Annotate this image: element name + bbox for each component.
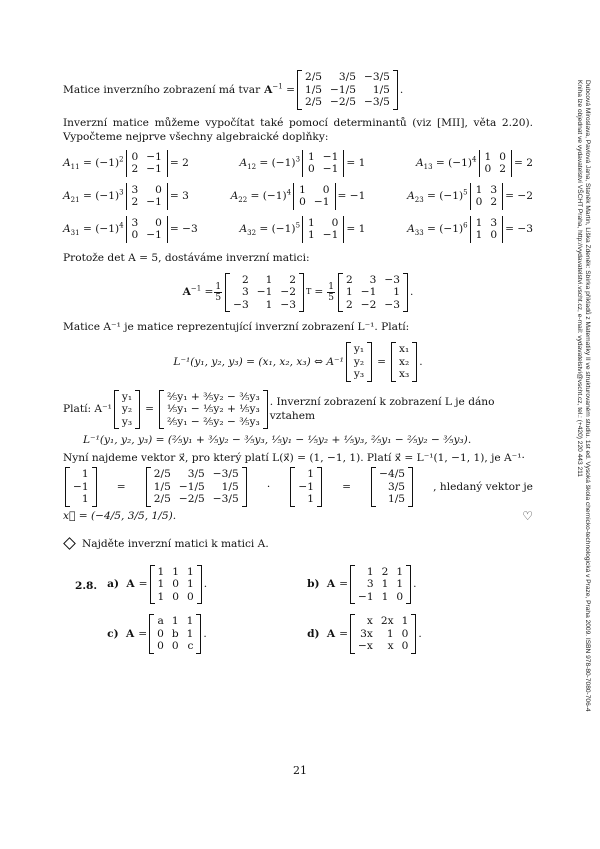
matrix-entry: 1 <box>186 615 194 627</box>
linear-form-para: Platí: A⁻¹ y₁ y₂ y₃ = ⅖y₁ + ⅗y₂ − ⅗y₃ ⅕y₁ − ⅕y₂ + ⅕y₃ ⅖y₁ − ⅖y₂ − ⅗y₃ . Inverzní zobrazení k zobrazení L je dáno vztahem <box>63 390 533 430</box>
matrix-entry: 2 <box>381 565 389 578</box>
exercise-block <box>63 565 533 654</box>
matrix-entry: ⅖y₁ + ⅗y₂ − ⅗y₃ <box>167 390 260 403</box>
matrix-entry: y₁ <box>121 390 133 403</box>
matrix-entry: 0 <box>331 216 339 229</box>
matrix-entry: 0 <box>172 578 179 590</box>
adjugate-matrix <box>225 273 304 313</box>
cofactor-determinant <box>126 216 168 243</box>
matrix-entry: 2 <box>289 273 297 286</box>
matrix-entry: −1 <box>322 150 339 163</box>
matrix-entry: 1 <box>265 298 273 311</box>
matrix-entry: 1 <box>172 565 179 578</box>
inverse-formula: L⁻¹(y₁, y₂, y₃) = (⅖y₁ + ⅗y₂ − ⅗y₃, ⅕y₁ − ⅕y₂ + ⅕y₃, ⅖y₁ − ⅖y₂ − ⅗y₃). <box>83 434 472 446</box>
cofactor-determinant <box>470 183 504 210</box>
matrix-entry: 2 <box>490 196 498 208</box>
diamond-icon <box>63 537 76 550</box>
exercise-matrix <box>150 565 202 605</box>
matrix-entry: 0 <box>157 640 164 652</box>
matrix-entry: −2 <box>360 298 377 311</box>
matrix-entry: 2 <box>346 273 353 286</box>
matrix-entry: 3 <box>131 183 139 196</box>
cofactor-item: $A_{23} = (-1)^5$ 1 3 0 2 = −2 <box>407 183 533 208</box>
matrix-entry: 0 <box>308 163 315 175</box>
matrix-entry: 0 <box>171 640 179 652</box>
result-vector-text: x⃗ = (−4/5, 3/5, 1/5). <box>63 509 177 522</box>
matrix-entry: 0 <box>187 590 194 603</box>
matrix-entry: 1 <box>396 578 404 590</box>
matrix-entry: −3/5 <box>363 71 390 83</box>
matrix-entry: −1/5 <box>330 83 356 96</box>
matrix-entry: 1 <box>396 565 404 578</box>
matrix-entry: 1 <box>157 565 165 578</box>
exercise-matrix <box>350 565 411 605</box>
matrix-entry: −1 <box>360 286 377 298</box>
matrix-entry: 1 <box>265 273 273 286</box>
paragraph-find-vector: Nyní najdeme vektor x⃗, pro který platí L(x⃗) = (1, −1, 1). Platí x⃗ = L⁻¹(1, −1, 1), je A⁻¹· <box>63 452 525 464</box>
exercise-number: 2.8. <box>75 579 98 592</box>
matrix-entry: −2/5 <box>178 493 205 505</box>
matrix-entry: 1 <box>186 627 194 640</box>
matrix-entry: 1 <box>187 565 194 578</box>
inverse-matrix <box>297 70 398 110</box>
matrix-entry: x₁ <box>398 343 410 355</box>
cofactor-row <box>63 183 533 210</box>
matrix-entry: 3 <box>490 216 498 229</box>
matrix-entry: −3 <box>233 298 249 311</box>
matrix-entry: −1 <box>146 196 162 208</box>
matrix-entry: 1 <box>171 615 179 627</box>
cofactor-item: $A_{32} = (-1)^5$ 1 0 1 −1 = 1 <box>239 216 366 241</box>
input-vector-2 <box>290 467 322 507</box>
input-vector <box>65 467 97 507</box>
matrix-entry: −3/5 <box>363 96 390 108</box>
matrix-entry: 0 <box>322 183 330 196</box>
matrix-entry: y₁ <box>353 343 365 355</box>
result-text: , hledaný vektor je <box>433 480 533 493</box>
exercise-item: d) A = x 2x 1 3x 1 0 −x x 0 . <box>307 615 422 652</box>
y-vector-2 <box>114 390 140 430</box>
matrix-entry: 3 <box>131 216 139 229</box>
matrix-entry: ⅖y₁ − ⅖y₂ − ⅗y₃ <box>167 415 260 428</box>
matrix-entry: −1 <box>322 163 339 175</box>
cofactor-determinant <box>479 150 513 177</box>
linear-forms-matrix <box>159 390 268 430</box>
matrix-entry: 1/5 <box>153 480 171 493</box>
matrix-entry: −3 <box>384 273 400 286</box>
cofactor-determinant <box>293 183 335 210</box>
plati-label: Platí: A⁻¹ <box>63 403 112 416</box>
matrix-entry: 1 <box>81 468 89 480</box>
cofactor-item: $A_{11} = (-1)^2$ 0 −1 2 −1 = 2 <box>63 150 189 175</box>
cofactor-item: $A_{31} = (-1)^4$ 3 0 0 −1 = −3 <box>63 216 198 241</box>
matrix-entry: −1 <box>298 480 314 493</box>
matrix-entry: 1 <box>346 286 353 298</box>
matrix-entry: 3/5 <box>338 71 356 83</box>
exercise-grid <box>107 565 507 654</box>
matrix-entry: 1 <box>299 183 306 196</box>
matrix-entry: y₃ <box>121 415 133 428</box>
matrix-entry: 2 <box>346 298 353 311</box>
x-vector <box>391 342 417 382</box>
cofactor-row <box>63 150 533 177</box>
y-vector <box>346 342 372 382</box>
matrix-entry: −3 <box>384 298 400 311</box>
matrix-entry: −1 <box>358 590 374 603</box>
matrix-entry: x <box>366 615 373 627</box>
matrix-entry: 1/5 <box>221 480 239 493</box>
citation-line-1: Dubcová Miroslava, Pavlová Jana, Staněk Martin, Liška Zdeněk: Sbírka příkladů z Matematiky II ve strukturovaném studiu. 1st ed. Vysoká škola chemicko-technologická v Praze, Praha 2009. ISBN 978-80-7080-706-4 <box>584 80 591 712</box>
cofactor-determinant <box>470 216 504 243</box>
matrix-entry: 2 <box>499 163 507 175</box>
exercise-matrix <box>149 614 201 654</box>
matrix-entry: c <box>187 640 194 652</box>
matrix-entry: b <box>171 627 179 640</box>
matrix-entry: 1 <box>386 627 394 640</box>
matrix-entry: 0 <box>499 150 507 163</box>
matrix-entry: 2/5 <box>304 71 323 83</box>
matrix-entry: −1 <box>146 229 162 241</box>
task-line <box>63 537 533 551</box>
matrix-entry: 1 <box>381 578 389 590</box>
matrix-entry: 0 <box>401 627 409 640</box>
paragraph-cofactors: Inverzní matice můžeme vypočítat také pomocí determinantů (viz [MII], věta 2.20). Vypočteme nejprve všechny algebraické doplňky: <box>63 116 533 143</box>
cofactor-item: $A_{21} = (-1)^3$ 3 0 2 −1 = 3 <box>63 183 189 208</box>
cofactor-determinant <box>126 150 168 177</box>
matrix-entry: −1 <box>313 196 330 208</box>
matrix-entry: 0 <box>155 216 162 229</box>
cofactor-row <box>63 216 533 243</box>
matrix-entry: 3/5 <box>387 480 406 493</box>
matrix-entry: −3/5 <box>212 468 239 480</box>
matrix-entry: 2x <box>380 615 394 627</box>
matrix-entry: 0 <box>299 196 306 208</box>
side-citation <box>577 80 593 770</box>
matrix-entry: 2 <box>131 196 139 208</box>
matrix-entry: 0 <box>401 640 409 652</box>
exercise-item: c) A = a 1 1 0 b 1 0 0 c . <box>107 615 207 652</box>
task-text: Najděte inverzní matici k matici A. <box>82 537 269 550</box>
matrix-entry: 3 <box>242 286 249 298</box>
matrix-entry: y₃ <box>353 368 365 380</box>
cofactor-item: $A_{22} = (-1)^4$ 1 0 0 −1 = −1 <box>230 183 366 208</box>
matrix-entry: 1 <box>381 590 389 603</box>
matrix-entry: 1 <box>81 493 89 505</box>
matrix-entry: 1 <box>393 286 400 298</box>
matrix-entry: 0 <box>131 229 139 241</box>
matrix-entry: 1 <box>475 216 483 229</box>
matrix-entry: 0 <box>484 163 492 175</box>
matrix-entry: 1 <box>484 150 492 163</box>
matrix-entry: 2/5 <box>153 468 171 480</box>
adjugate-transposed-matrix <box>338 273 408 313</box>
matrix-entry: 3/5 <box>187 468 205 480</box>
matrix-symbol: A <box>264 83 273 96</box>
matrix-entry: 0 <box>155 183 162 196</box>
inverse-matrix-2 <box>146 467 247 507</box>
inverse-map-text: . Inverzní zobrazení k zobrazení L je dáno vztahem <box>269 396 495 423</box>
matrix-entry: −3 <box>280 298 297 311</box>
matrix-entry: 1 <box>307 493 314 505</box>
exercise-item: a) A = 1 1 1 1 0 1 1 0 0 . <box>107 565 208 603</box>
matrix-entry: 1 <box>157 590 165 603</box>
matrix-entry: 1 <box>308 229 315 241</box>
matrix-entry: 2/5 <box>153 493 171 505</box>
inverse-intro: Matice inverzního zobrazení má tvar $A^{-1}$ = 2/5 3/5 −3/5 1/5 −1/5 1/5 2/5 −2/5 −3/5 . <box>63 71 404 108</box>
inverse-computation: $A^{-1}$ = $\frac{1}{5}$ 2 1 2 3 −1 −2 −3 1 −3 T = $\frac{1}{5}$ 2 3 −3 1 −1 1 2 −2 −3 . <box>182 273 414 311</box>
citation-line-2: Kniha lze objednat ve vydavatelství VŠCHT Praha, http://vydavatelstvi.vscht.cz, e-mail: vydavatelstvi@vscht.cz, tel.: (+420) 220 443 211 <box>576 80 583 477</box>
matrix-entry: −2/5 <box>330 96 356 108</box>
matrix-entry: 1 <box>307 468 314 480</box>
matrix-entry: 1 <box>475 183 483 196</box>
matrix-entry: 3x <box>360 627 373 640</box>
heart-icon: ♡ <box>522 508 533 523</box>
cofactor-determinant <box>126 183 168 210</box>
matrix-entry: −1 <box>146 150 162 163</box>
matrix-entry: x <box>387 640 394 652</box>
matrix-entry: 3 <box>369 273 377 286</box>
matrix-entry: 1 <box>366 565 374 578</box>
matrix-entry: 1 <box>475 229 483 241</box>
cofactor-block <box>63 150 533 243</box>
matrix-entry: −1 <box>146 163 162 175</box>
vector-computation: 1 −1 1 = 2/5 3/5 −3/5 1/5 −1/5 1/5 2/5 −2/5 −3/5 · 1 −1 1 = −4/5 3/5 1/5 , hledaný vektor je <box>63 467 533 507</box>
matrix-entry: 0 <box>172 590 179 603</box>
matrix-entry: 3 <box>366 578 374 590</box>
paragraph-inverse-map: Matice A⁻¹ je matice reprezentující inverzní zobrazení L⁻¹. Platí: <box>63 321 410 333</box>
matrix-entry: 2 <box>242 273 249 286</box>
intro-text: Matice inverzního zobrazení má tvar <box>63 83 261 96</box>
result-vector <box>371 467 413 507</box>
matrix-entry: −2 <box>280 286 297 298</box>
page-content <box>63 70 533 654</box>
cofactor-item: $A_{33} = (-1)^6$ 1 3 1 0 = −3 <box>407 216 533 241</box>
matrix-entry: 1 <box>308 150 315 163</box>
cofactor-determinant <box>302 150 344 177</box>
matrix-entry: 3 <box>490 183 498 196</box>
matrix-entry: ⅕y₁ − ⅕y₂ + ⅕y₃ <box>167 403 260 415</box>
matrix-entry: 1 <box>308 216 315 229</box>
matrix-entry: 0 <box>475 196 483 208</box>
matrix-entry: 1/5 <box>372 83 390 96</box>
cofactor-determinant <box>302 216 344 243</box>
matrix-entry: a <box>157 615 164 627</box>
mapping-left: L⁻¹(y₁, y₂, y₃) = (x₁, x₂, x₃) ⇔ A⁻¹ <box>173 355 344 368</box>
matrix-entry: 0 <box>396 590 404 603</box>
exercise-matrix <box>350 614 416 654</box>
mapping-equation: L⁻¹(y₁, y₂, y₃) = (x₁, x₂, x₃) ⇔ A⁻¹ y₁ y₂ y₃ = x₁ x₂ x₃ . <box>173 343 423 380</box>
matrix-entry: y₂ <box>353 355 365 368</box>
matrix-entry: 0 <box>490 229 498 241</box>
matrix-entry: −x <box>358 640 373 652</box>
matrix-entry: 0 <box>131 150 139 163</box>
matrix-entry: y₂ <box>121 403 133 415</box>
page-number: 21 <box>293 764 307 777</box>
matrix-entry: −3/5 <box>212 493 239 505</box>
paragraph-det: Protože det A = 5, dostáváme inverzní matici: <box>63 251 310 264</box>
matrix-entry: 1/5 <box>387 493 406 505</box>
matrix-entry: 1/5 <box>304 83 323 96</box>
result-line <box>63 509 533 523</box>
matrix-entry: 1 <box>157 578 165 590</box>
matrix-entry: x₃ <box>398 368 410 380</box>
matrix-entry: 2 <box>131 163 139 175</box>
cofactor-item: $A_{12} = (-1)^3$ 1 −1 0 −1 = 1 <box>239 150 366 175</box>
matrix-entry: x₂ <box>398 355 410 368</box>
matrix-entry: −1 <box>256 286 273 298</box>
matrix-entry: −4/5 <box>379 468 406 480</box>
matrix-entry: 2/5 <box>304 96 323 108</box>
cofactor-item: $A_{13} = (-1)^4$ 1 0 0 2 = 2 <box>415 150 533 175</box>
matrix-entry: −1/5 <box>178 480 205 493</box>
matrix-entry: 1 <box>187 578 194 590</box>
matrix-entry: −1 <box>73 480 89 493</box>
exercise-item: b) A = 1 2 1 3 1 1 −1 1 0 . <box>307 565 417 603</box>
matrix-entry: 0 <box>157 627 164 640</box>
matrix-entry: −1 <box>322 229 339 241</box>
matrix-entry: 1 <box>401 615 409 627</box>
